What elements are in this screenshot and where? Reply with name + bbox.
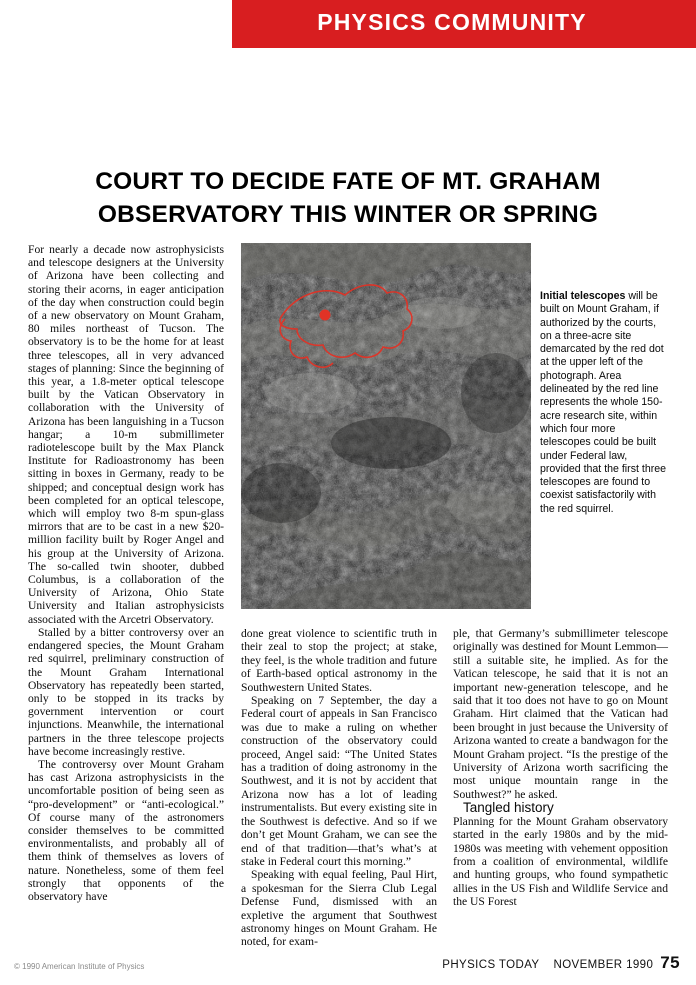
page-number: 75 bbox=[660, 953, 680, 972]
paragraph: done great violence to scientific truth in their zeal to stop the project; at stake, they feel, is the whole tradition and future of Earth-based optical astronomy in the Southwestern United States. bbox=[241, 627, 437, 694]
section-banner-label: PHYSICS COMMUNITY bbox=[317, 9, 587, 35]
paragraph: Speaking with equal feeling, Paul Hirt, a spokesman for the Sierra Club Legal Defense Fund, dismissed with an expletive the argument that Southwest astronomy hinges on Mount Graham. He noted, for exam- bbox=[241, 868, 437, 949]
paragraph: Stalled by a bitter controversy over an endangered species, the Mount Graham red squirrel, preliminary construction of the Mount Graham International Observatory has repeatedly been started, only to be stopped in its tracks by government intervention or court injunctions. Meanwhile, the international partners in the three telescope projects have become increasingly restive. bbox=[28, 625, 224, 758]
paragraph: The controversy over Mount Graham has cast Arizona astrophysicists in the uncomfortable position of being seen as “pro-development” or “anti-ecological.” Of course many of the astronomers consider themselves to be committed environmentalists, and probably all of them think of themselves as lovers of nature. Nonetheless, some of them feel strongly that opponents of the observatory have bbox=[28, 757, 224, 903]
issue-date: NOVEMBER 1990 bbox=[553, 959, 654, 971]
paragraph: ple, that Germany’s submillimeter telescope originally was destined for Mount Lemmon—still a suitable site, he implied. As for the Vatican telescope, he said that it is not an important new-generation telescope, and he said that it too does not have to go on Mount Graham. Hirt claimed that the Vatican had been brought in just because the University of Arizona wanted to create a bandwagon for the Mount Graham project. “Is the prestige of the University of Arizona worth sacrificing the most unique mountain range in the Southwest?” he asked. bbox=[453, 627, 668, 801]
site-marker-dot bbox=[320, 310, 331, 321]
section-subheading: Tangled history bbox=[463, 800, 554, 816]
headline-line-1: COURT TO DECIDE FATE OF MT. GRAHAM bbox=[95, 168, 601, 195]
photo-graphic bbox=[241, 243, 531, 609]
section-banner bbox=[232, 0, 696, 48]
paragraph: For nearly a decade now astrophysicists and telescope designers at the University of Arizona have been collecting and storing their acorns, in eager anticipation of the day when construction could begin of a new observatory on Mount Graham, 80 miles northeast of Tucson. The observatory is to be the home for at least three telescopes, all in very advanced stages of planning: Since the beginning of this year, a 1.8-meter optical telescope built by the Vatican Observatory in collaboration with the University of Arizona has been languishing in a Tucson hangar; a 10-m submillimeter radiotelescope built by the Max Planck Institute for Radioastronomy has been sitting in boxes in Germany, ready to be shipped; and conceptual design work has been completed for an optical telescope, which will employ two 8-m spun-glass mirrors that are to be cast in a new $20-million facility built by Roger Angel and his group at the University of Arizona. The so-called twin shooter, dubbed Columbus, is a collaboration of the University of Arizona, Ohio State University and Italian astrophysicists associated with the Arcetri Observatory. bbox=[28, 243, 224, 626]
caption-body: will be built on Mount Graham, if authorized by the courts, on a three-acre site demarcated by the red dot at the upper left of the photograph. Area delineated by the red line represents the whole 150-acre research site, within which four more telescopes could be built under Federal law, provided that the first three telescopes are found to coexist satisfactorily with the red squirrel. bbox=[540, 290, 667, 515]
aerial-photograph bbox=[241, 243, 531, 609]
caption-lead: Initial telescopes bbox=[540, 290, 626, 302]
paragraph: Speaking on 7 September, the day a Federal court of appeals in San Francisco was due to make a ruling on whether construction of the observatory could proceed, Angel said: “The United States has a tradition of doing astronomy in the Southwest, and it is not by accident that Arizona now has a lot of leading instrumentalists. But every existing site in the Southwest is defective. And so if we don’t get Mount Graham, we can see the end of that tradition—that’s what’s at stake in Federal court this morning.” bbox=[241, 694, 437, 868]
headline-line-2: OBSERVATORY THIS WINTER OR SPRING bbox=[97, 201, 599, 228]
article-column-left bbox=[28, 243, 224, 903]
footer-meta bbox=[442, 953, 680, 973]
page-title bbox=[28, 165, 668, 231]
photo-caption bbox=[540, 290, 668, 516]
article-column-middle bbox=[241, 627, 437, 949]
publication-name: PHYSICS TODAY bbox=[442, 959, 540, 971]
article-column-right bbox=[453, 627, 668, 909]
copyright-notice: © 1990 American Institute of Physics bbox=[14, 962, 145, 971]
paragraph: Planning for the Mount Graham observatory started in the early 1980s and by the mid-1980s was meeting with vehement opposition from a coalition of environmental, wildlife and hunting groups, who found sympathetic allies in the US Fish and Wildlife Service and the US Forest bbox=[453, 814, 668, 909]
